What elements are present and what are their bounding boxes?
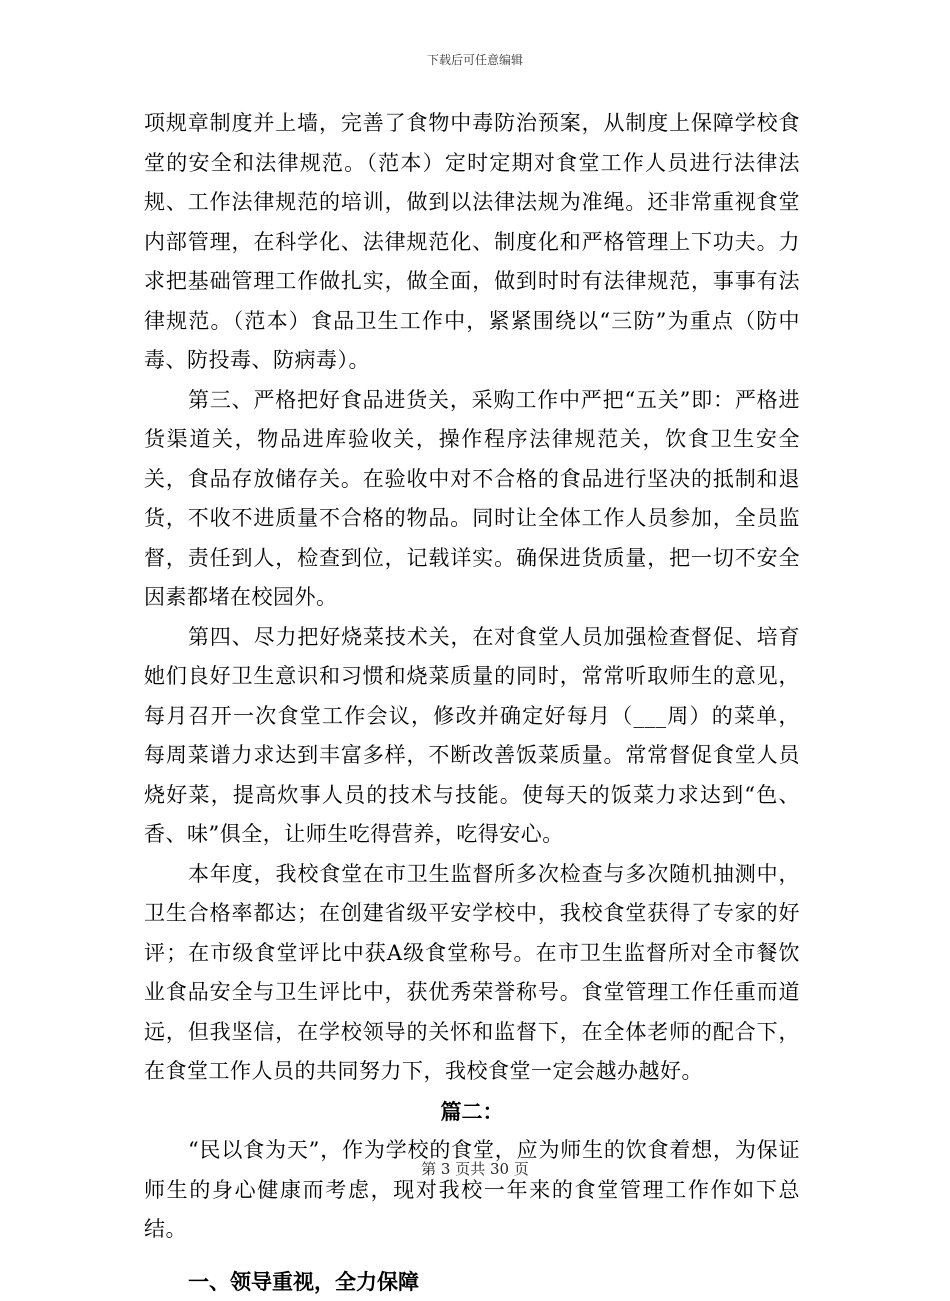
document-body	[144, 104, 800, 1301]
paragraph-annual-results: 本年度，我校食堂在市卫生监督所多次检查与多次随机抽测中，卫生合格率都达；在创建省级平安学校中，我校食堂获得了专家的好评；在市级食堂评比中获A级食堂称号。在市卫生监督所对全市餐饮业食品安全与卫生评比中，获优秀荣誉称号。食堂管理工作任重而道远，但我坚信，在学校领导的关怀和监督下，在全体老师的配合下，在食堂工作人员的共同努力下，我校食堂一定会越办越好。	[144, 855, 800, 1092]
section-title: 篇二：	[144, 1092, 800, 1132]
paragraph-cooking: 第四、尽力把好烧菜技术关，在对食堂人员加强检查督促、培育她们良好卫生意识和习惯和烧菜质量的同时，常常听取师生的意见，每月召开一次食堂工作会议，修改并确定好每月（___周）的菜单，每周菜谱力求达到丰富多样，不断改善饭菜质量。常常督促食堂人员烧好菜，提高炊事人员的技术与技能。使每天的饭菜力求达到“色、香、味”俱全，让师生吃得营养，吃得安心。	[144, 618, 800, 855]
paragraph-purchasing: 第三、严格把好食品进货关，采购工作中严把“五关”即：严格进货渠道关，物品进库验收关，操作程序法律规范关，饮食卫生安全关，食品存放储存关。在验收中对不合格的食品进行坚决的抵制和退货，不收不进质量不合格的物品。同时让全体工作人员参加，全员监督，责任到人，检查到位，记载详实。确保进货质量，把一切不安全因素都堵在校园外。	[144, 381, 800, 618]
paragraph-regulations: 项规章制度并上墙，完善了食物中毒防治预案，从制度上保障学校食堂的安全和法律规范。（范本）定时定期对食堂工作人员进行法律法规、工作法律规范的培训，做到以法律法规为准绳。还非常重视食堂内部管理，在科学化、法律规范化、制度化和严格管理上下功夫。力求把基础管理工作做扎实，做全面，做到时时有法律规范，事事有法律规范。（范本）食品卫生工作中，紧紧围绕以“三防”为重点（防中毒、防投毒、防病毒）。	[144, 104, 800, 381]
page-footer: 第 3 页共 30 页	[0, 1159, 950, 1179]
heading-leadership: 一、领导重视，全力保障	[144, 1262, 800, 1301]
paragraph-introduction: “民以食为天”，作为学校的食堂，应为师生的饮食着想，为保证师生的身心健康而考虑，现对我校一年来的食堂管理工作作如下总结。	[144, 1131, 800, 1250]
page-header: 下载后可任意编辑	[0, 52, 950, 68]
